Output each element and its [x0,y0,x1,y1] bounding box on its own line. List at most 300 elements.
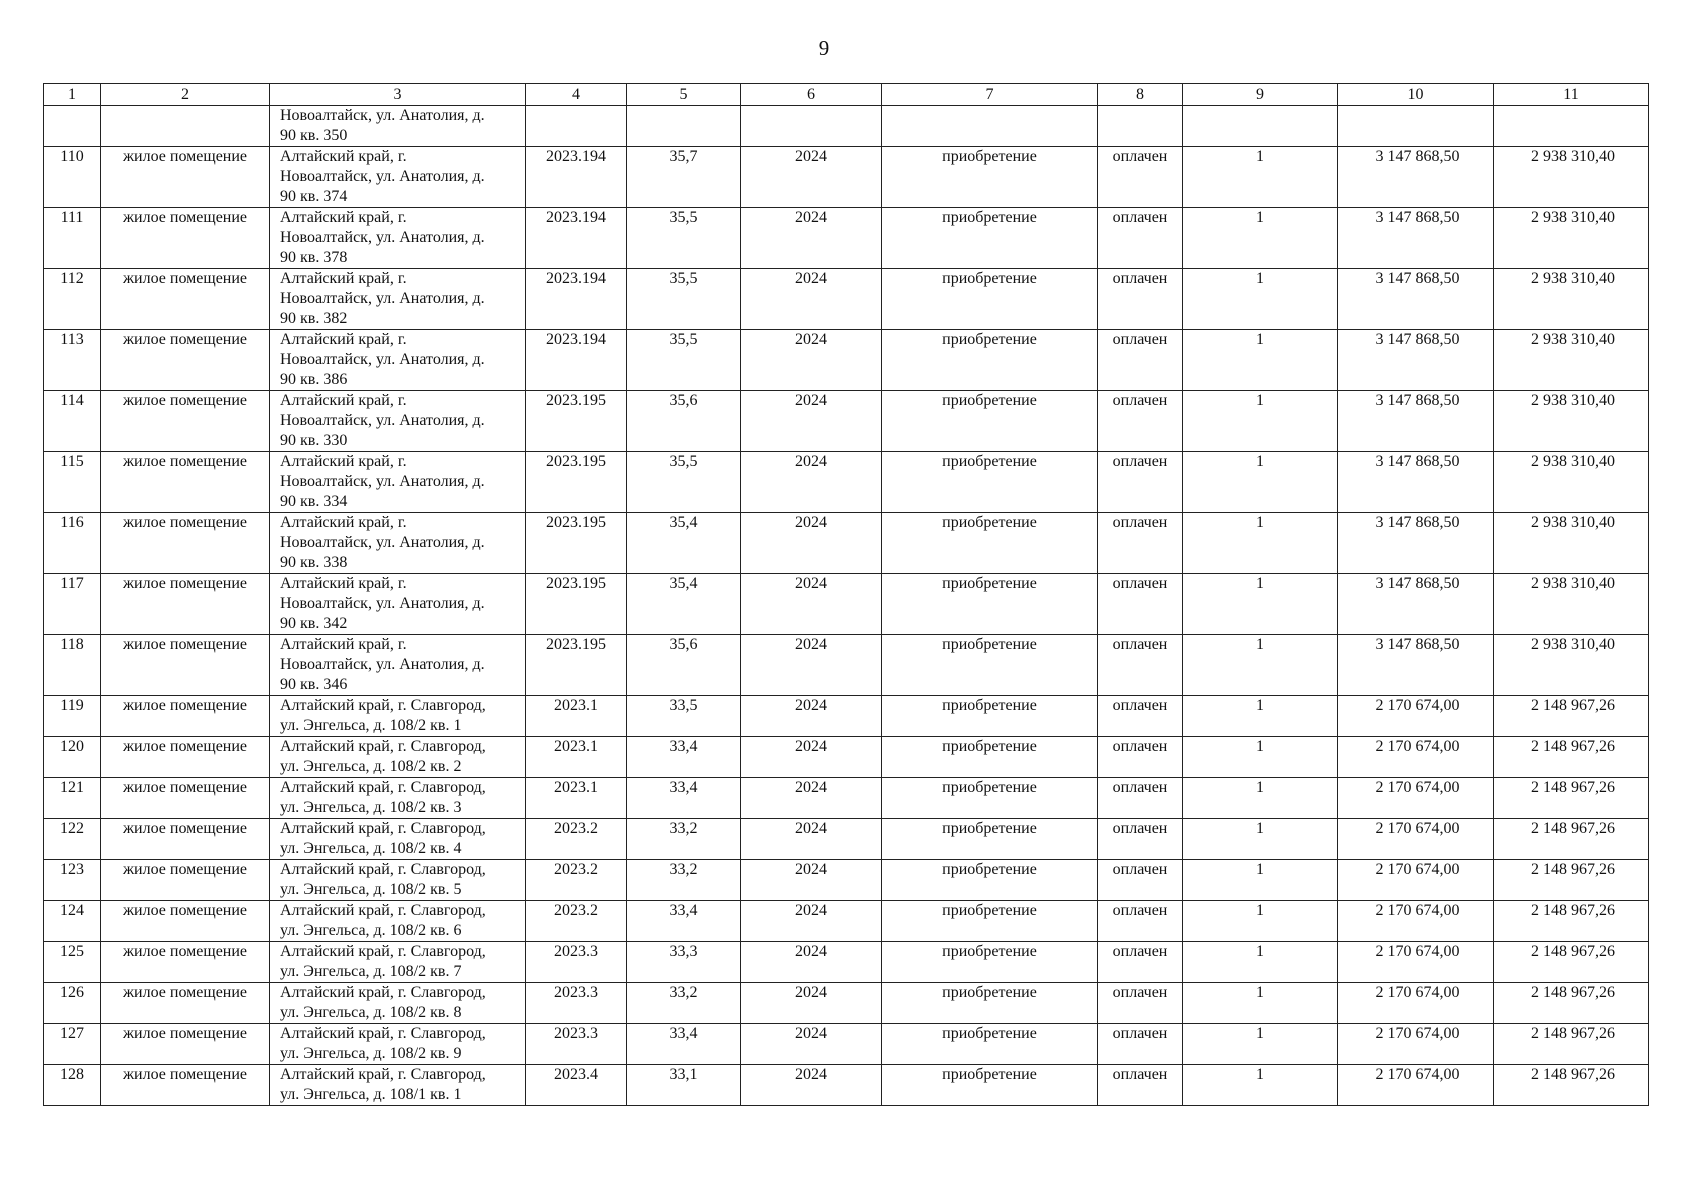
paid-amount-cell [1494,574,1649,635]
row-number-cell [44,391,101,452]
program-code-value: 2023.2 [554,820,598,837]
year-value: 2024 [795,148,827,165]
paid-amount-value: 2 938 310,40 [1531,331,1615,348]
year-cell [741,819,882,860]
floor-area-value: 35,5 [669,453,698,470]
paid-amount-cell [1494,330,1649,391]
quantity-value: 1 [1256,331,1264,348]
property-type-cell [101,1024,270,1065]
property-type-cell [101,330,270,391]
program-code-cell [526,860,627,901]
property-address-cell [270,208,526,269]
contract-price-cell [1338,635,1494,696]
quantity-cell [1183,819,1338,860]
property-type-cell [101,147,270,208]
payment-status-value: оплачен [1112,270,1168,287]
payment-status-value: оплачен [1112,148,1168,165]
acquisition-method-cell [882,574,1098,635]
property-type-cell [101,819,270,860]
program-code-value: 2023.2 [554,902,598,919]
year-value: 2024 [795,453,827,470]
floor-area-cell [627,778,741,819]
contract-price-value: 3 147 868,50 [1375,453,1460,470]
row-number-value: 121 [60,779,84,796]
row-number-cell [44,330,101,391]
floor-area-value: 33,4 [669,902,698,919]
payment-status-cell [1098,737,1183,778]
property-register-table [43,83,1649,1106]
program-code-cell [526,635,627,696]
quantity-value: 1 [1256,575,1264,592]
year-value: 2024 [795,636,827,653]
program-code-cell [526,574,627,635]
quantity-cell [1183,147,1338,208]
paid-amount-value: 2 938 310,40 [1531,392,1615,409]
paid-amount-cell [1494,983,1649,1024]
property-type-value: жилое помещение [122,636,248,653]
contract-price-cell [1338,819,1494,860]
table-row [44,208,1649,269]
table-row [44,942,1649,983]
table-row [44,860,1649,901]
address-line: Алтайский край, г. [280,514,407,531]
row-number-cell [44,819,101,860]
contract-price-value: 2 170 674,00 [1375,943,1460,960]
year-value: 2024 [795,514,827,531]
paid-amount-cell [1494,696,1649,737]
row-number-cell [44,269,101,330]
contract-price-cell [1338,860,1494,901]
floor-area-value: 33,4 [669,738,698,755]
acquisition-method-value: приобретение [942,392,1037,409]
year-cell [741,147,882,208]
quantity-value: 1 [1256,148,1264,165]
acquisition-method-cell [882,269,1098,330]
quantity-cell [1183,452,1338,513]
program-code-cell [526,513,627,574]
paid-amount-cell [1494,208,1649,269]
contract-price-cell [1338,942,1494,983]
acquisition-method-value: приобретение [942,697,1037,714]
address-line: Новоалтайск, ул. Анатолия, д. [280,168,485,185]
column-number-header: 7 [882,84,1098,106]
row-number-value: 123 [60,861,84,878]
paid-amount-value: 2 148 967,26 [1531,697,1615,714]
quantity-value: 1 [1256,984,1264,1001]
contract-price-cell [1338,269,1494,330]
year-cell [741,696,882,737]
program-code-cell [526,106,627,147]
address-line: 90 кв. 382 [280,310,348,327]
row-number-cell [44,1024,101,1065]
column-number-row [44,84,1649,106]
floor-area-value: 35,5 [669,270,698,287]
quantity-value: 1 [1256,1066,1264,1083]
floor-area-cell [627,147,741,208]
contract-price-value: 3 147 868,50 [1375,575,1460,592]
floor-area-value: 35,6 [669,392,698,409]
program-code-cell [526,330,627,391]
property-type-value: жилое помещение [122,270,248,287]
table-row [44,106,1649,147]
paid-amount-value: 2 148 967,26 [1531,820,1615,837]
acquisition-method-value: приобретение [942,738,1037,755]
contract-price-cell [1338,696,1494,737]
payment-status-cell [1098,778,1183,819]
address-line: Новоалтайск, ул. Анатолия, д. [280,473,485,490]
property-address-cell [270,452,526,513]
property-type-value: жилое помещение [122,514,248,531]
contract-price-cell [1338,737,1494,778]
row-number-value: 111 [60,209,84,226]
program-code-cell [526,147,627,208]
row-number-cell [44,942,101,983]
quantity-value: 1 [1256,514,1264,531]
quantity-cell [1183,330,1338,391]
column-number-header: 11 [1494,84,1649,106]
address-line: Алтайский край, г. [280,636,407,653]
property-type-cell [101,391,270,452]
acquisition-method-value: приобретение [942,820,1037,837]
property-type-value: жилое помещение [122,697,248,714]
year-value: 2024 [795,738,827,755]
contract-price-value: 2 170 674,00 [1375,861,1460,878]
year-cell [741,860,882,901]
floor-area-cell [627,452,741,513]
contract-price-cell [1338,574,1494,635]
property-type-cell [101,269,270,330]
address-line: ул. Энгельса, д. 108/2 кв. 2 [280,758,462,775]
address-line: ул. Энгельса, д. 108/2 кв. 6 [280,922,462,939]
property-address-cell [270,819,526,860]
column-number-header: 5 [627,84,741,106]
floor-area-value: 35,7 [669,148,698,165]
table-row [44,330,1649,391]
payment-status-cell [1098,574,1183,635]
property-type-value: жилое помещение [122,943,248,960]
year-cell [741,513,882,574]
program-code-cell [526,942,627,983]
contract-price-value: 2 170 674,00 [1375,1025,1460,1042]
row-number-value: 125 [60,943,84,960]
contract-price-cell [1338,391,1494,452]
paid-amount-cell [1494,147,1649,208]
floor-area-value: 35,5 [669,209,698,226]
column-number-header: 6 [741,84,882,106]
table-row [44,1024,1649,1065]
row-number-cell [44,513,101,574]
quantity-cell [1183,696,1338,737]
quantity-value: 1 [1256,636,1264,653]
acquisition-method-cell [882,452,1098,513]
paid-amount-cell [1494,942,1649,983]
program-code-cell [526,901,627,942]
floor-area-value: 33,5 [669,697,698,714]
program-code-value: 2023.3 [554,984,598,1001]
address-line: 90 кв. 374 [280,188,348,205]
contract-price-value: 2 170 674,00 [1375,902,1460,919]
property-type-cell [101,860,270,901]
table-row [44,778,1649,819]
payment-status-value: оплачен [1112,738,1168,755]
acquisition-method-value: приобретение [942,270,1037,287]
year-cell [741,901,882,942]
property-type-cell [101,106,270,147]
program-code-cell [526,208,627,269]
payment-status-cell [1098,696,1183,737]
address-line: Алтайский край, г. [280,453,407,470]
address-line: 90 кв. 330 [280,432,348,449]
payment-status-value: оплачен [1112,902,1168,919]
quantity-value: 1 [1256,820,1264,837]
address-line: 90 кв. 334 [280,493,348,510]
year-value: 2024 [795,984,827,1001]
quantity-cell [1183,208,1338,269]
paid-amount-value: 2 938 310,40 [1531,575,1615,592]
program-code-value: 2023.194 [546,148,606,165]
year-cell [741,983,882,1024]
year-cell [741,574,882,635]
table-row [44,147,1649,208]
floor-area-value: 35,5 [669,331,698,348]
acquisition-method-cell [882,737,1098,778]
quantity-value: 1 [1256,392,1264,409]
acquisition-method-cell [882,391,1098,452]
contract-price-value: 2 170 674,00 [1375,1066,1460,1083]
property-type-cell [101,778,270,819]
floor-area-cell [627,696,741,737]
acquisition-method-value: приобретение [942,636,1037,653]
quantity-cell [1183,778,1338,819]
row-number-value: 113 [60,331,84,348]
acquisition-method-value: приобретение [942,148,1037,165]
payment-status-cell [1098,860,1183,901]
floor-area-cell [627,635,741,696]
floor-area-value: 33,2 [669,861,698,878]
contract-price-value: 2 170 674,00 [1375,697,1460,714]
floor-area-cell [627,391,741,452]
paid-amount-value: 2 148 967,26 [1531,738,1615,755]
paid-amount-value: 2 148 967,26 [1531,902,1615,919]
payment-status-value: оплачен [1112,861,1168,878]
paid-amount-value: 2 148 967,26 [1531,1066,1615,1083]
property-type-value: жилое помещение [122,779,248,796]
payment-status-cell [1098,1065,1183,1106]
property-type-value: жилое помещение [122,209,248,226]
row-number-value: 115 [60,453,84,470]
address-line: Новоалтайск, ул. Анатолия, д. [280,595,485,612]
paid-amount-value: 2 148 967,26 [1531,779,1615,796]
property-address-cell [270,635,526,696]
quantity-value: 1 [1256,1025,1264,1042]
floor-area-cell [627,269,741,330]
year-cell [741,330,882,391]
property-type-value: жилое помещение [122,392,248,409]
row-number-cell [44,901,101,942]
floor-area-cell [627,819,741,860]
year-cell [741,778,882,819]
year-cell [741,208,882,269]
row-number-value: 110 [60,148,84,165]
quantity-cell [1183,106,1338,147]
contract-price-cell [1338,1065,1494,1106]
payment-status-value: оплачен [1112,636,1168,653]
floor-area-cell [627,860,741,901]
paid-amount-cell [1494,269,1649,330]
floor-area-value: 35,4 [669,514,698,531]
program-code-cell [526,391,627,452]
year-cell [741,1024,882,1065]
table-row [44,391,1649,452]
table-row [44,1065,1649,1106]
address-line: Новоалтайск, ул. Анатолия, д. [280,656,485,673]
quantity-value: 1 [1256,453,1264,470]
payment-status-value: оплачен [1112,1066,1168,1083]
payment-status-cell [1098,983,1183,1024]
column-number-header: 4 [526,84,627,106]
address-line: ул. Энгельса, д. 108/2 кв. 4 [280,840,462,857]
property-address-cell [270,391,526,452]
column-number-header: 2 [101,84,270,106]
address-line: Алтайский край, г. [280,331,407,348]
table-row [44,574,1649,635]
property-type-value: жилое помещение [122,861,248,878]
address-line: 90 кв. 386 [280,371,348,388]
address-line: ул. Энгельса, д. 108/2 кв. 3 [280,799,462,816]
property-address-cell [270,942,526,983]
contract-price-cell [1338,106,1494,147]
acquisition-method-value: приобретение [942,861,1037,878]
paid-amount-cell [1494,106,1649,147]
year-cell [741,942,882,983]
payment-status-cell [1098,452,1183,513]
acquisition-method-value: приобретение [942,575,1037,592]
row-number-value: 114 [60,392,84,409]
address-line: ул. Энгельса, д. 108/2 кв. 9 [280,1045,462,1062]
quantity-cell [1183,901,1338,942]
row-number-cell [44,860,101,901]
paid-amount-cell [1494,819,1649,860]
address-line: Алтайский край, г. Славгород, [280,779,486,796]
paid-amount-value: 2 938 310,40 [1531,148,1615,165]
program-code-value: 2023.1 [554,779,598,796]
quantity-cell [1183,513,1338,574]
payment-status-value: оплачен [1112,209,1168,226]
year-value: 2024 [795,902,827,919]
program-code-value: 2023.194 [546,331,606,348]
property-type-value: жилое помещение [122,148,248,165]
property-type-value: жилое помещение [122,984,248,1001]
floor-area-value: 35,6 [669,636,698,653]
table-row [44,513,1649,574]
quantity-cell [1183,269,1338,330]
address-line: ул. Энгельса, д. 108/2 кв. 5 [280,881,462,898]
paid-amount-value: 2 938 310,40 [1531,270,1615,287]
row-number-value: 116 [60,514,84,531]
program-code-cell [526,696,627,737]
year-cell [741,391,882,452]
address-line: Новоалтайск, ул. Анатолия, д. [280,412,485,429]
acquisition-method-cell [882,513,1098,574]
contract-price-cell [1338,901,1494,942]
row-number-cell [44,635,101,696]
address-line: 90 кв. 378 [280,249,348,266]
property-address-cell [270,860,526,901]
address-line: Алтайский край, г. Славгород, [280,697,486,714]
year-value: 2024 [795,861,827,878]
row-number-cell [44,106,101,147]
property-address-cell [270,106,526,147]
program-code-value: 2023.1 [554,697,598,714]
acquisition-method-value: приобретение [942,209,1037,226]
acquisition-method-cell [882,106,1098,147]
quantity-cell [1183,574,1338,635]
payment-status-value: оплачен [1112,453,1168,470]
property-type-cell [101,737,270,778]
floor-area-cell [627,983,741,1024]
contract-price-cell [1338,983,1494,1024]
program-code-value: 2023.194 [546,209,606,226]
floor-area-cell [627,574,741,635]
row-number-value: 120 [60,738,84,755]
year-value: 2024 [795,697,827,714]
property-type-value: жилое помещение [122,738,248,755]
row-number-cell [44,452,101,513]
row-number-value: 117 [60,575,84,592]
program-code-value: 2023.195 [546,392,606,409]
acquisition-method-cell [882,208,1098,269]
floor-area-cell [627,106,741,147]
payment-status-cell [1098,269,1183,330]
row-number-cell [44,778,101,819]
program-code-value: 2023.1 [554,738,598,755]
acquisition-method-cell [882,942,1098,983]
floor-area-value: 33,4 [669,1025,698,1042]
row-number-cell [44,983,101,1024]
quantity-cell [1183,1024,1338,1065]
property-address-cell [270,147,526,208]
acquisition-method-value: приобретение [942,514,1037,531]
acquisition-method-cell [882,147,1098,208]
address-line: Алтайский край, г. Славгород, [280,820,486,837]
property-type-cell [101,942,270,983]
program-code-value: 2023.195 [546,575,606,592]
payment-status-value: оплачен [1112,943,1168,960]
quantity-cell [1183,635,1338,696]
address-line: ул. Энгельса, д. 108/2 кв. 7 [280,963,462,980]
address-line: Новоалтайск, ул. Анатолия, д. [280,534,485,551]
property-type-value: жилое помещение [122,453,248,470]
row-number-cell [44,574,101,635]
row-number-value: 128 [60,1066,84,1083]
property-address-cell [270,778,526,819]
row-number-value: 127 [60,1025,84,1042]
acquisition-method-cell [882,819,1098,860]
floor-area-cell [627,901,741,942]
quantity-value: 1 [1256,209,1264,226]
address-line: Новоалтайск, ул. Анатолия, д. [280,229,485,246]
payment-status-cell [1098,635,1183,696]
row-number-cell [44,696,101,737]
contract-price-cell [1338,208,1494,269]
payment-status-value: оплачен [1112,779,1168,796]
acquisition-method-cell [882,901,1098,942]
paid-amount-cell [1494,635,1649,696]
payment-status-cell [1098,330,1183,391]
table-body [44,106,1649,1106]
payment-status-cell [1098,391,1183,452]
acquisition-method-value: приобретение [942,1066,1037,1083]
